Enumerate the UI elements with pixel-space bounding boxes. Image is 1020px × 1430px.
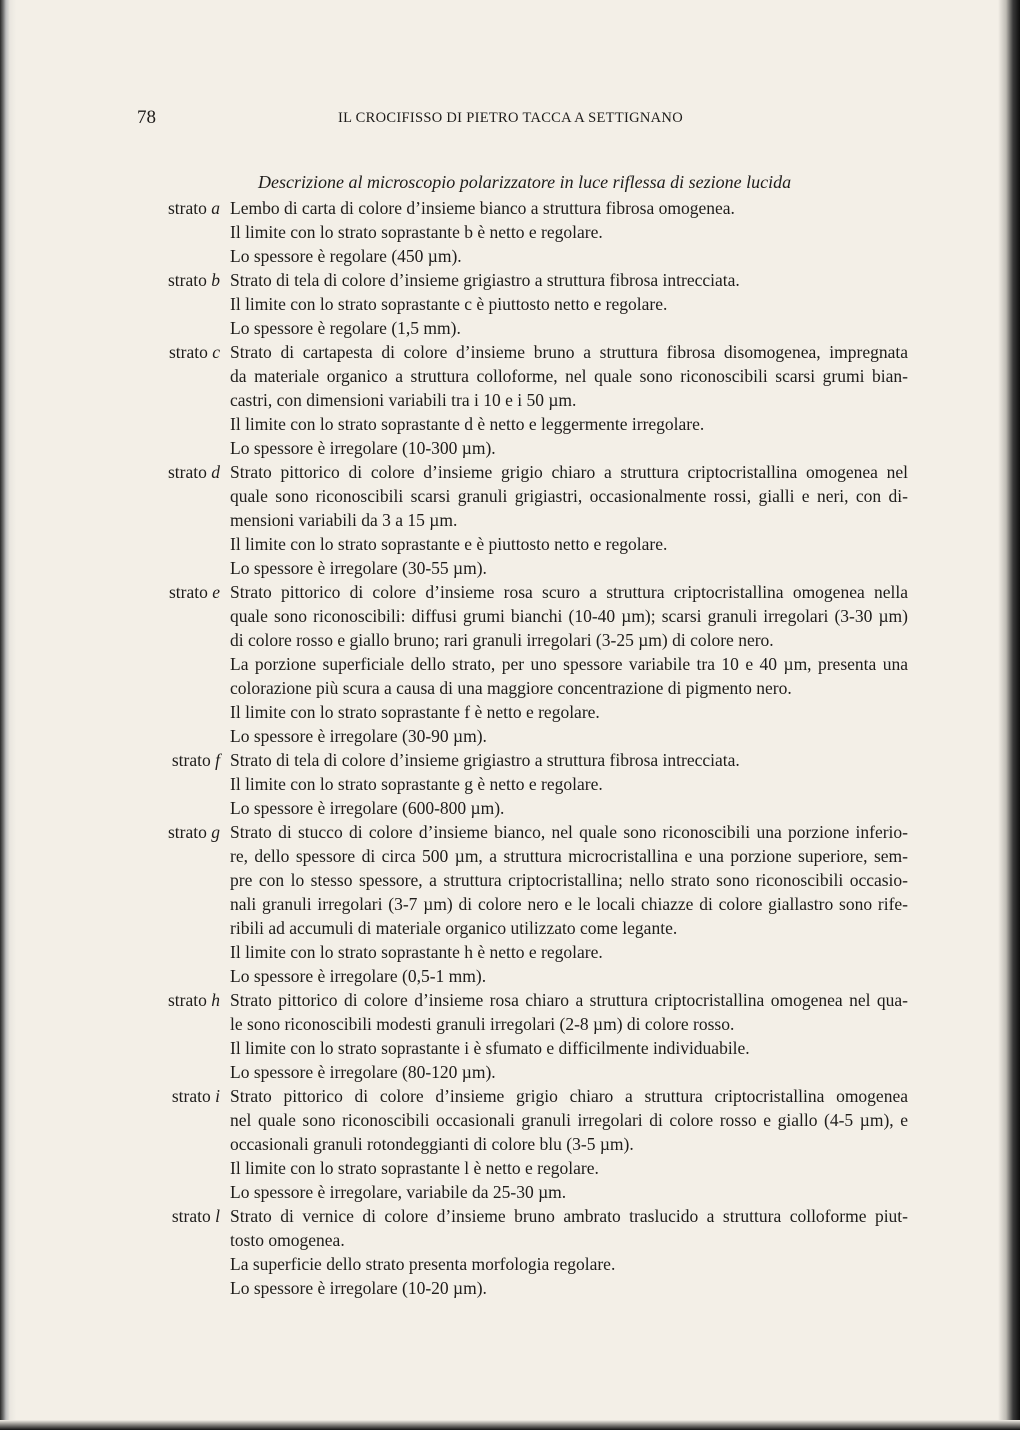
description-line: Il limite con lo strato soprastante i è sfumato e difficilmente individuabile.	[230, 1038, 750, 1058]
description-line: Il limite con lo strato soprastante c è piuttosto netto e regolare.	[230, 294, 668, 314]
stratum-label-word: strato	[167, 990, 207, 1010]
description-line: Strato pittorico di colore d’insieme grigio chiaro a struttura criptocristallina omogenea	[230, 1086, 908, 1106]
stratum-label-word: strato	[167, 198, 207, 218]
description-line: Strato pittorico di colore d’insieme grigio chiaro a struttura criptocristallina omogenea nel	[230, 462, 908, 482]
stratum-h	[0, 988, 1020, 1084]
stratum-letter: g	[211, 822, 220, 842]
description-line: Lo spessore è irregolare, variabile da 25-30 µm.	[230, 1182, 567, 1202]
description-line: castri, con dimensioni variabili tra i 10 e i 50 µm.	[230, 390, 577, 410]
stratum-c	[0, 340, 1020, 460]
description-line: Lo spessore è irregolare (0,5-1 mm).	[230, 966, 487, 986]
stratum-i	[0, 1084, 1020, 1204]
stratum-e	[0, 580, 1020, 748]
stratum-label	[120, 460, 220, 484]
description-line: nel quale sono riconoscibili occasionali granuli irregolari di colore rosso e giallo (4-5 µm), e	[230, 1110, 908, 1130]
stratum-d	[0, 460, 1020, 580]
stratum-letter: f	[215, 750, 220, 770]
stratum-label	[120, 748, 220, 772]
stratum-letter: e	[212, 582, 220, 602]
stratum-description	[230, 460, 908, 580]
description-line: Lo spessore è irregolare (80-120 µm).	[230, 1062, 496, 1082]
stratum-letter: b	[211, 270, 220, 290]
stratum-letter: l	[215, 1206, 220, 1226]
description-line: tosto omogenea.	[230, 1230, 345, 1250]
description-line: pre con lo stesso spessore, a struttura criptocristallina; nello strato sono riconoscibili occasio-	[230, 870, 908, 890]
description-line: Il limite con lo strato soprastante e è piuttosto netto e regolare.	[230, 534, 668, 554]
description-line: le sono riconoscibili modesti granuli irregolari (2-8 µm) di colore rosso.	[230, 1014, 735, 1034]
description-line: Lo spessore è irregolare (10-20 µm).	[230, 1278, 487, 1298]
stratum-description	[230, 580, 908, 748]
stratum-label	[120, 988, 220, 1012]
description-line: Lembo di carta di colore d’insieme bianco a struttura fibrosa omogenea.	[230, 198, 735, 218]
stratum-description	[230, 340, 908, 460]
stratum-label-word: strato	[167, 822, 207, 842]
stratum-description	[230, 268, 908, 340]
stratum-letter: i	[215, 1086, 220, 1106]
section-caption: Descrizione al microscopio polarizzatore in luce riflessa di sezione lucida	[258, 172, 792, 192]
description-line: Lo spessore è regolare (450 µm).	[230, 246, 462, 266]
page-bottom-edge	[0, 1420, 1020, 1430]
description-line: Strato di vernice di colore d’insieme bruno ambrato traslucido a struttura colloforme piut-	[230, 1206, 908, 1226]
description-line: occasionali granuli rotondeggianti di colore blu (3-5 µm).	[230, 1134, 634, 1154]
stratum-label	[120, 196, 220, 220]
description-line: Lo spessore è irregolare (30-55 µm).	[230, 558, 487, 578]
description-line: ribili ad accumuli di materiale organico utilizzato come legante.	[230, 918, 678, 938]
stratum-label-word: strato	[167, 462, 207, 482]
stratum-letter: a	[211, 198, 220, 218]
stratum-description	[230, 988, 908, 1084]
description-line: quale sono riconoscibili scarsi granuli grigiastri, occasionalmente rossi, gialli e neri, con di-	[230, 486, 908, 506]
description-line: re, dello spessore di circa 500 µm, a struttura microcristallina e una porzione superiore, sem-	[230, 846, 908, 866]
description-line: colorazione più scura a causa di una maggiore concentrazione di pigmento nero.	[230, 678, 792, 698]
description-line: La superficie dello strato presenta morfologia regolare.	[230, 1254, 616, 1274]
description-line: Il limite con lo strato soprastante h è netto e regolare.	[230, 942, 603, 962]
stratum-label-word: strato	[167, 270, 207, 290]
stratum-letter: c	[212, 342, 220, 362]
running-head	[0, 107, 1020, 131]
stratum-label	[120, 268, 220, 292]
stratum-description	[230, 748, 908, 820]
description-line: Il limite con lo strato soprastante l è netto e regolare.	[230, 1158, 599, 1178]
description-line: mensioni variabili da 3 a 15 µm.	[230, 510, 458, 530]
stratum-description	[230, 1204, 908, 1300]
description-line: Il limite con lo strato soprastante g è netto e regolare.	[230, 774, 603, 794]
page-number: 78	[137, 107, 156, 128]
stratum-label	[120, 340, 220, 364]
stratum-label-word: strato	[168, 342, 208, 362]
description-line: Strato pittorico di colore d’insieme rosa chiaro a struttura criptocristallina omogenea nel qua-	[230, 990, 908, 1010]
stratum-letter: d	[211, 462, 220, 482]
description-line: nali granuli irregolari (3-7 µm) di colore nero e le locali chiazze di colore giallastro sono rife-	[230, 894, 908, 914]
description-line: La porzione superficiale dello strato, per uno spessore variabile tra 10 e 40 µm, presenta una	[230, 654, 908, 674]
description-line: quale sono riconoscibili: diffusi grumi bianchi (10-40 µm); scarsi granuli irregolari (3-30 µm)	[230, 606, 908, 626]
description-line: Il limite con lo strato soprastante f è netto e regolare.	[230, 702, 600, 722]
description-line: Lo spessore è irregolare (30-90 µm).	[230, 726, 487, 746]
strata-list	[0, 196, 1020, 1300]
stratum-g	[0, 820, 1020, 988]
description-line: Strato pittorico di colore d’insieme rosa scuro a struttura criptocristallina omogenea nella	[230, 582, 908, 602]
description-line: Il limite con lo strato soprastante d è netto e leggermente irregolare.	[230, 414, 705, 434]
description-line: Strato di stucco di colore d’insieme bianco, nel quale sono riconoscibili una porzione inferio-	[230, 822, 908, 842]
description-line: da materiale organico a struttura colloforme, nel quale sono riconoscibili scarsi grumi bian-	[230, 366, 908, 386]
stratum-a	[0, 196, 1020, 268]
description-line: Strato di cartapesta di colore d’insieme bruno a struttura fibrosa disomogenea, impregnata	[230, 342, 908, 362]
stratum-label	[120, 820, 220, 844]
stratum-label-word: strato	[171, 1086, 211, 1106]
description-line: Strato di tela di colore d’insieme grigiastro a struttura fibrosa intrecciata.	[230, 750, 740, 770]
description-line: di colore rosso e giallo bruno; rari granuli irregolari (3-25 µm) di colore nero.	[230, 630, 774, 650]
stratum-label	[120, 1084, 220, 1108]
description-line: Lo spessore è regolare (1,5 mm).	[230, 318, 461, 338]
stratum-description	[230, 1084, 908, 1204]
stratum-label-word: strato	[171, 750, 211, 770]
stratum-label-word: strato	[171, 1206, 211, 1226]
description-line: Strato di tela di colore d’insieme grigiastro a struttura fibrosa intrecciata.	[230, 270, 740, 290]
stratum-label	[120, 580, 220, 604]
stratum-b	[0, 268, 1020, 340]
description-line: Lo spessore è irregolare (10-300 µm).	[230, 438, 496, 458]
stratum-l	[0, 1204, 1020, 1300]
stratum-label	[120, 1204, 220, 1228]
stratum-letter: h	[211, 990, 220, 1010]
stratum-description	[230, 820, 908, 988]
stratum-label-word: strato	[168, 582, 208, 602]
running-title: IL CROCIFISSO DI PIETRO TACCA A SETTIGNANO	[338, 110, 683, 126]
stratum-description	[230, 196, 908, 268]
stratum-f	[0, 748, 1020, 820]
description-line: Il limite con lo strato soprastante b è netto e regolare.	[230, 222, 603, 242]
description-line: Lo spessore è irregolare (600-800 µm).	[230, 798, 505, 818]
